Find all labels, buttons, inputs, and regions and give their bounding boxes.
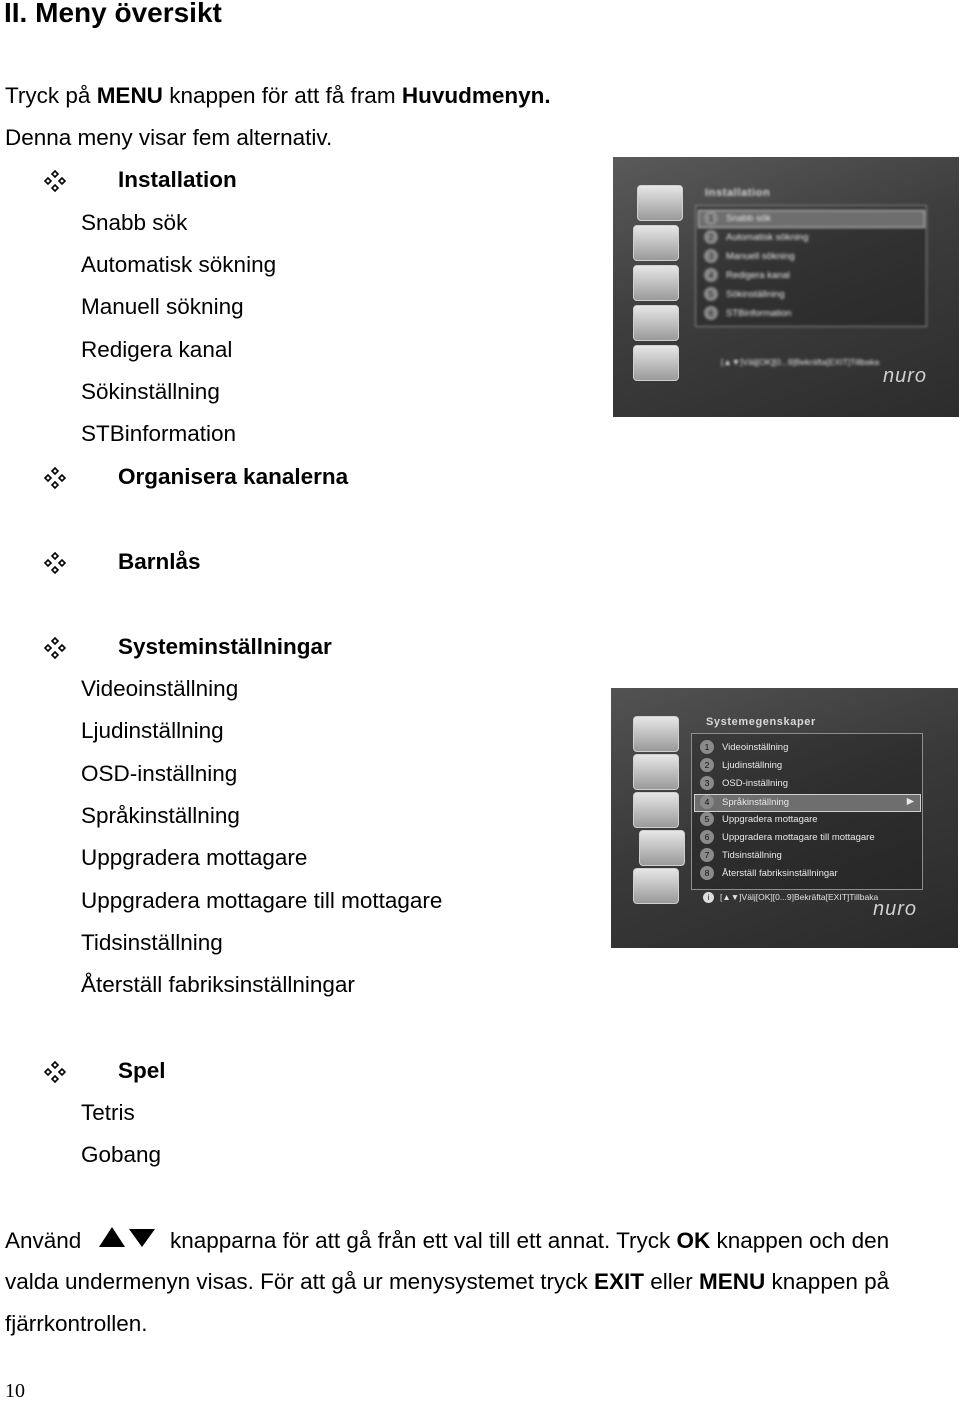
lock-tile-icon [633, 792, 679, 828]
list-item: Snabb sök [81, 210, 188, 235]
menu-row: 2 Ljudinställning [700, 758, 782, 774]
list-item: STBinformation [81, 421, 237, 446]
section-title-spel: Spel [118, 1058, 166, 1083]
menu-panel [691, 733, 923, 890]
installation-menu-screenshot [613, 157, 959, 417]
menu-row: 8 Återställ fabriksinställningar [700, 866, 838, 882]
list-item: Sökinställning [81, 379, 220, 404]
main-menu-text: Huvudmenyn. [401, 83, 551, 108]
footer-word-anvand: Använd [5, 1228, 82, 1253]
info-icon: i [703, 892, 714, 903]
menu-row: 1 Snabb sök [698, 210, 925, 228]
section-title-system: Systeminställningar [118, 634, 332, 659]
nuro-logo: nuro [883, 365, 928, 387]
page-number: 10 [5, 1380, 25, 1402]
footer-line-3: fjärrkontrollen. [5, 1311, 148, 1336]
footer-text: knapparna för att gå från ett val till ett annat. Tryck [170, 1228, 677, 1253]
footer-text: eller [644, 1269, 700, 1294]
exit-key-text: EXIT [593, 1269, 644, 1294]
ok-key-text: OK [676, 1228, 711, 1253]
section-title-barnlas: Barnlås [118, 549, 201, 574]
list-item: Återställ fabriksinställningar [81, 972, 355, 997]
menu-row: 1 Videoinställning [700, 740, 788, 756]
diamond-bullet-icon [44, 552, 66, 574]
menu-panel [695, 205, 927, 327]
games-tile-icon [633, 345, 679, 381]
settings-tile-icon [639, 830, 685, 866]
menu-row: 3 Manuell sökning [704, 249, 795, 265]
channels-tile-icon [633, 754, 679, 790]
list-item: Gobang [81, 1142, 162, 1167]
footer-text: valda undermenyn visas. För att gå ur menysystemet tryck [5, 1269, 594, 1294]
menu-row: 2 Automatisk sökning [704, 230, 808, 246]
intro-line-2: Denna meny visar fem alternativ. [5, 125, 333, 150]
footer-text: knappen och den [710, 1228, 890, 1253]
nuro-logo: nuro [873, 898, 918, 920]
right-arrow-icon: ▶ [906, 796, 914, 807]
system-menu-screenshot [611, 688, 958, 948]
menu-hint: i [▲▼]Välj[OK][0...9]Bekräfta[EXIT]Tillbaka [703, 892, 878, 903]
menu-row: 3 OSD-inställning [700, 776, 788, 792]
diamond-bullet-icon [44, 637, 66, 659]
lock-tile-icon [633, 265, 679, 301]
installation-tile-icon [633, 716, 679, 752]
diamond-bullet-icon [44, 467, 66, 489]
menu-row: 5 Sökinställning [704, 287, 785, 303]
settings-tile-icon [633, 305, 679, 341]
intro-text: Tryck på [5, 83, 97, 108]
list-item: Uppgradera mottagare [81, 845, 308, 870]
intro-text: knappen för att få fram [162, 83, 402, 108]
menu-row: 6 STBinformation [704, 306, 791, 322]
diamond-bullet-icon [44, 1061, 66, 1083]
list-item: Manuell sökning [81, 294, 244, 319]
list-item: Automatisk sökning [81, 252, 277, 277]
list-item: Tidsinställning [81, 930, 223, 955]
list-item: Videoinställning [81, 676, 239, 701]
menu-title: Systemegenskaper [706, 716, 816, 728]
installation-tile-icon [637, 185, 683, 221]
channels-tile-icon [633, 225, 679, 261]
section-title-organisera: Organisera kanalerna [118, 464, 349, 489]
games-tile-icon [633, 868, 679, 904]
menu-hint: [▲▼]Välj[OK][0...9]Bekräfta[EXIT]Tillbaka [721, 357, 880, 367]
menu-row: 7 Tidsinställning [700, 848, 782, 864]
menu-title: Installation [705, 187, 771, 199]
intro-line-1 [5, 83, 551, 109]
menu-row: 5 Uppgradera mottagare [700, 812, 818, 828]
menu-row-selected: 4 Språkinställning ▶ [694, 794, 921, 812]
up-down-arrows-icon [97, 1225, 157, 1251]
menu-row: 6 Uppgradera mottagare till mottagare [700, 830, 875, 846]
menu-key-text: MENU [699, 1269, 766, 1294]
footer-line-2 [5, 1269, 889, 1295]
list-item: Ljudinställning [81, 718, 224, 743]
list-item: Uppgradera mottagare till mottagare [81, 888, 443, 913]
page-heading: II. Meny översikt [4, 0, 222, 28]
menu-key-text: MENU [96, 83, 163, 108]
list-item: OSD-inställning [81, 761, 238, 786]
menu-row: 4 Redigera kanal [704, 268, 790, 284]
footer-text: knappen på [765, 1269, 890, 1294]
section-title-installation: Installation [118, 167, 237, 192]
list-item: Språkinställning [81, 803, 240, 828]
footer-line-1 [170, 1228, 889, 1254]
list-item: Redigera kanal [81, 337, 233, 362]
list-item: Tetris [81, 1100, 135, 1125]
diamond-bullet-icon [44, 170, 66, 192]
